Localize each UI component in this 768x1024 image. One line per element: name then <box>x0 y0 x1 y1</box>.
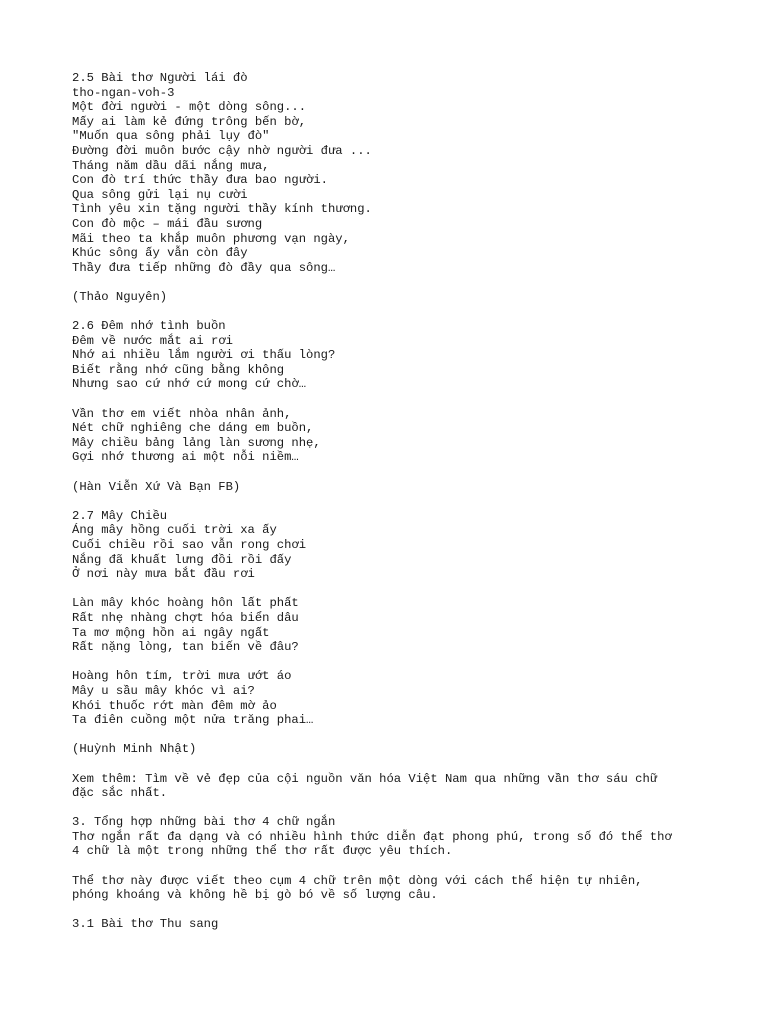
text-line: 4 chữ là một trong những thể thơ rất được yêu thích. <box>72 844 453 859</box>
text-line: Con đò mộc – mái đầu sương <box>72 216 263 231</box>
text-line: Rất nhẹ nhàng chợt hóa biển dâu <box>72 610 299 625</box>
text-line: Khói thuốc rớt màn đêm mờ ảo <box>72 698 277 713</box>
text-line: Một đời người - một dòng sông... <box>72 100 307 115</box>
text-line: Khúc sông ấy vẫn còn đây <box>72 246 248 261</box>
blank-line <box>72 859 752 874</box>
text-line: Mây u sầu mây khóc vì ai? <box>72 683 255 698</box>
text-line: Gợi nhớ thương ai một nỗi niềm… <box>72 450 299 465</box>
blank-line <box>72 903 752 918</box>
text-line: Cuối chiều rồi sao vẫn rong chơi <box>72 538 307 552</box>
blank-line <box>72 757 752 772</box>
text-line: (Huỳnh Minh Nhật) <box>72 742 197 757</box>
blank-line <box>72 728 752 743</box>
text-line: Nắng đã khuất lưng đồi rồi đấy <box>72 552 292 567</box>
text-line: (Thảo Nguyên) <box>72 289 168 304</box>
text-line: 3.1 Bài thơ Thu sang <box>72 917 219 932</box>
text-line: Thơ ngắn rất đa dạng và có nhiều hình thức diễn đạt phong phú, trong số đó thể thơ <box>72 829 672 844</box>
blank-line <box>72 305 752 320</box>
text-line: Đường đời muôn bước cậy nhờ người đưa ... <box>72 143 372 158</box>
text-line: Biết rằng nhớ cũng bằng không <box>72 362 285 377</box>
text-line: Ta điên cuồng một nửa trăng phai… <box>72 713 314 728</box>
blank-line <box>72 275 752 290</box>
text-line: Mây chiều bảng lảng làn sương nhẹ, <box>72 435 321 450</box>
document-page <box>72 71 752 932</box>
text-line: Tình yêu xin tặng người thầy kính thương. <box>72 202 372 217</box>
text-line: Rất nặng lòng, tan biến về đâu? <box>72 640 299 655</box>
text-line: Tháng năm dầu dãi nắng mưa, <box>72 158 270 173</box>
text-line: Thầy đưa tiếp những đò đầy qua sông… <box>72 260 336 275</box>
text-line: (Hàn Viễn Xứ Và Bạn FB) <box>72 479 241 494</box>
blank-line <box>72 494 752 509</box>
text-line: Nhớ ai nhiều lắm người ơi thấu lòng? <box>72 348 336 363</box>
text-line: Hoàng hôn tím, trời mưa ướt áo <box>72 669 292 684</box>
blank-line <box>72 655 752 670</box>
text-line: Đêm về nước mắt ai rơi <box>72 333 233 348</box>
text-line: đặc sắc nhất. <box>72 786 168 801</box>
text-line: 3. Tổng hợp những bài thơ 4 chữ ngắn <box>72 815 336 830</box>
text-line: Ta mơ mộng hồn ai ngây ngất <box>72 625 270 640</box>
text-line: Con đò trí thức thầy đưa bao người. <box>72 173 328 188</box>
blank-line <box>72 465 752 480</box>
blank-line <box>72 392 752 407</box>
text-line: Qua sông gửi lại nụ cười <box>72 187 248 202</box>
text-line: Làn mây khóc hoàng hôn lất phất <box>72 596 299 611</box>
text-line: Xem thêm: Tìm về vẻ đẹp của cội nguồn văn hóa Việt Nam qua những vần thơ sáu chữ <box>72 771 658 786</box>
text-line: Thể thơ này được viết theo cụm 4 chữ trên một dòng với cách thể hiện tự nhiên, <box>72 873 643 888</box>
text-line: 2.7 Mây Chiều <box>72 508 168 523</box>
text-line: 2.5 Bài thơ Người lái đò <box>72 71 248 85</box>
text-line: Nét chữ nghiêng che dáng em buồn, <box>72 421 314 436</box>
blank-line <box>72 582 752 597</box>
text-line: Mấy ai làm kẻ đứng trông bến bờ, <box>72 114 307 129</box>
text-line: Áng mây hồng cuối trời xa ấy <box>72 523 277 538</box>
text-line: tho-ngan-voh-3 <box>72 85 175 100</box>
text-line: Mãi theo ta khắp muôn phương vạn ngày, <box>72 231 350 246</box>
text-line: "Muốn qua sông phải lụy đò" <box>72 129 270 144</box>
text-line: Nhưng sao cứ nhớ cứ mong cứ chờ… <box>72 377 307 392</box>
blank-line <box>72 801 752 816</box>
text-line: phóng khoáng và không hề bị gò bó về số lượng câu. <box>72 888 438 903</box>
text-line: Vần thơ em viết nhòa nhân ảnh, <box>72 406 292 421</box>
text-line: 2.6 Đêm nhớ tình buồn <box>72 319 226 334</box>
text-line: Ở nơi này mưa bắt đầu rơi <box>72 567 255 582</box>
